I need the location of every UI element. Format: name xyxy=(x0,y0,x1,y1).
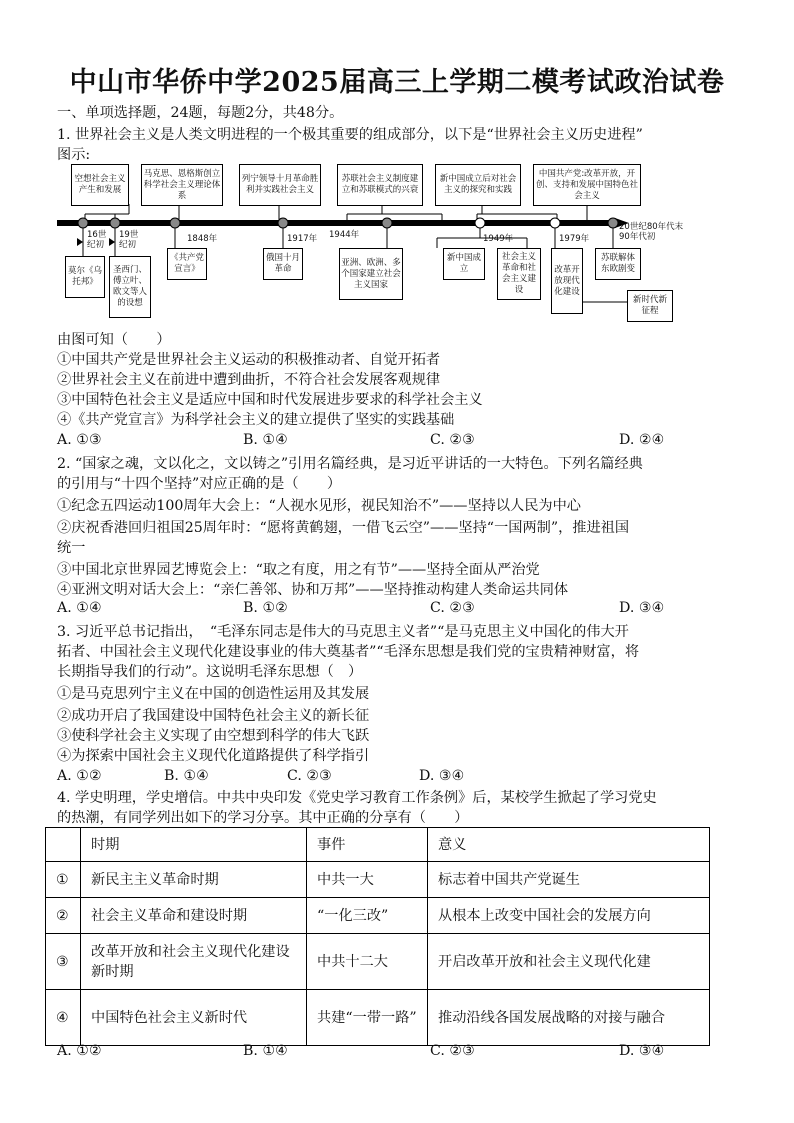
table-cell: 改革开放和社会主义现代化建设新时期 xyxy=(81,934,307,990)
q1-stem-line-1: 1. 世界社会主义是人类文明进程的一个极其重要的组成部分，以下是“世界社会主义历史进程” xyxy=(57,127,643,143)
history-diagram xyxy=(57,162,697,332)
table-cell: 从根本上改变中国社会的发展方向 xyxy=(428,898,710,934)
q2-options xyxy=(57,600,737,620)
page-title: 中山市华侨中学2025届高三上学期二模考试政治试卷 xyxy=(69,67,725,98)
option-d[interactable]: D. ③④ xyxy=(619,1043,665,1059)
table-cell: 开启改革开放和社会主义现代化建 xyxy=(428,934,710,990)
option-b[interactable]: B. ①④ xyxy=(164,768,209,784)
section-heading: 一、单项选择题，24题，每题2分，共48分。 xyxy=(57,105,344,121)
q4-options xyxy=(57,1043,737,1063)
q2-item-2: ②庆祝香港回归祖国25周年时：“愿将黄鹤翅，一借飞云空”——坚持“一国两制”，推进祖国 xyxy=(57,520,630,536)
table-cell: 中共十二大 xyxy=(307,934,428,990)
option-b[interactable]: B. ①④ xyxy=(243,1043,288,1059)
q1-item-1: ①中国共产党是世界社会主义运动的积极推动者、自觉开拓者 xyxy=(57,352,441,368)
top-box-marx-engels: 马克思、恩格斯创立科学社会主义理论体系 xyxy=(141,164,223,206)
bottom-box-manifesto: 《共产党宣言》 xyxy=(167,248,207,280)
q1-prompt: 由图可知（ ） xyxy=(57,332,171,348)
table-row xyxy=(46,898,710,934)
year-label: 1979年 xyxy=(559,234,590,244)
bottom-box-prc-founding: 新中国成立 xyxy=(443,248,485,280)
year-label: 1944年 xyxy=(329,230,360,240)
year-label: 1848年 xyxy=(187,234,218,244)
q3-item-1: ①是马克思列宁主义在中国的创造性运用及其发展 xyxy=(57,686,370,702)
q2-item-2-cont: 统一 xyxy=(57,540,86,556)
bottom-box-new-era: 新时代新征程 xyxy=(627,290,673,322)
top-box-cpc-reform: 中国共产党:改革开放，开创、支持和发展中国特色社会主义 xyxy=(533,164,641,206)
table-header: 时期 xyxy=(81,828,307,862)
bottom-box-socialist-construction: 社会主义革命和社会主义建设 xyxy=(497,248,541,300)
option-d[interactable]: D. ②④ xyxy=(619,432,665,448)
q3-item-4: ④为探索中国社会主义现代化道路提供了科学指引 xyxy=(57,748,370,764)
history-table xyxy=(45,827,710,1046)
year-label: 1949年 xyxy=(483,234,514,244)
table-cell: 社会主义革命和建设时期 xyxy=(81,898,307,934)
table-cell: 标志着中国共产党诞生 xyxy=(428,862,710,898)
q2-item-4: ④亚洲文明对话大会上：“亲仁善邻、协和万邦”——坚持推动构建人类命运共同体 xyxy=(57,582,569,598)
table-row xyxy=(46,934,710,990)
option-a[interactable]: A. ①③ xyxy=(57,432,102,448)
q4-line-2: 的热潮，有同学列出如下的学习分享。其中正确的分享有（ ） xyxy=(57,810,469,826)
option-a[interactable]: A. ①② xyxy=(57,1043,102,1059)
table-cell: 共建“一带一路” xyxy=(307,990,428,1046)
table-cell: 中共一大 xyxy=(307,862,428,898)
option-c[interactable]: C. ②③ xyxy=(430,432,475,448)
table-cell: 中国特色社会主义新时代 xyxy=(81,990,307,1046)
table-cell: ③ xyxy=(46,934,81,990)
table-header xyxy=(46,828,81,862)
q3-options xyxy=(57,768,737,788)
year-label: 1917年 xyxy=(287,234,318,244)
q2-item-3: ③中国北京世界园艺博览会上：“取之有度，用之有节”——坚持全面从严治党 xyxy=(57,562,540,578)
q1-options xyxy=(57,432,737,452)
year-label: 20世纪80年代末90年代初 xyxy=(619,222,684,242)
q2-line-1: 2. “国家之魂，文以化之，文以铸之”引用名篇经典，是习近平讲话的一大特色。下列名篇经典 xyxy=(57,456,643,472)
q1-stem-line-2: 图示: xyxy=(57,147,91,163)
year-label: 19世纪初 xyxy=(119,230,139,250)
option-d[interactable]: D. ③④ xyxy=(419,768,465,784)
q2-item-1: ①纪念五四运动100周年大会上：“人视水见形，视民知治不”——坚持以人民为中心 xyxy=(57,498,581,514)
top-box-utopian: 空想社会主义产生和发展 xyxy=(71,164,129,206)
table-header: 事件 xyxy=(307,828,428,862)
table-cell: “一化三改” xyxy=(307,898,428,934)
bottom-box-october-revolution: 俄国十月革命 xyxy=(263,248,303,280)
option-a[interactable]: A. ①② xyxy=(57,768,102,784)
q1-item-3: ③中国特色社会主义是适应中国和时代发展进步要求的科学社会主义 xyxy=(57,392,483,408)
q3-item-2: ②成功开启了我国建设中国特色社会主义的新长征 xyxy=(57,708,370,724)
table-cell: 推动沿线各国发展战略的对接与融合 xyxy=(428,990,710,1046)
table-header-row xyxy=(46,828,710,862)
q3-line-1: 3. 习近平总书记指出， “毛泽东同志是伟大的马克思主义者”“是马克思主义中国化的伟大开 xyxy=(57,624,629,640)
q2-line-2: 的引用与“十四个坚持”对应正确的是（ ） xyxy=(57,476,342,492)
bottom-box-saint-simon: 圣西门、傅立叶、欧文等人的设想 xyxy=(109,256,151,318)
q1-item-2: ②世界社会主义在前进中遭到曲折，不符合社会发展客观规律 xyxy=(57,372,441,388)
option-d[interactable]: D. ③④ xyxy=(619,600,665,616)
table-cell: ④ xyxy=(46,990,81,1046)
bottom-box-soviet-collapse: 苏联解体东欧剧变 xyxy=(595,248,641,280)
q3-line-2: 拓者、中国社会主义现代化建设事业的伟大奠基者”“毛泽东思想是我们党的宝贵精神财富，将 xyxy=(57,644,640,660)
option-c[interactable]: C. ②③ xyxy=(287,768,332,784)
table-row xyxy=(46,990,710,1046)
option-c[interactable]: C. ②③ xyxy=(430,1043,475,1059)
bottom-box-socialist-states: 亚洲、欧洲、多个国家建立社会主义国家 xyxy=(339,248,403,300)
bottom-box-utopia: 莫尔《乌托邦》 xyxy=(65,256,105,298)
table-cell: ① xyxy=(46,862,81,898)
q4-line-1: 4. 学史明理，学史增信。中共中央印发《党史学习教育工作条例》后，某校学生掀起了学习党史 xyxy=(57,790,657,806)
q3-item-3: ③使科学社会主义实现了由空想到科学的伟大飞跃 xyxy=(57,728,370,744)
option-c[interactable]: C. ②③ xyxy=(430,600,475,616)
option-b[interactable]: B. ①④ xyxy=(243,432,288,448)
table-header: 意义 xyxy=(428,828,710,862)
option-b[interactable]: B. ①② xyxy=(243,600,288,616)
bottom-box-reform-opening: 改革开放现代化建设 xyxy=(551,248,583,314)
table-cell: 新民主主义革命时期 xyxy=(81,862,307,898)
q3-line-3: 长期指导我们的行动”。这说明毛泽东思想（ ） xyxy=(57,664,363,680)
q1-item-4: ④《共产党宣言》为科学社会主义的建立提供了坚实的实践基础 xyxy=(57,412,455,428)
top-box-new-china: 新中国成立后对社会主义的探究和实践 xyxy=(435,164,521,206)
top-box-soviet: 苏联社会主义制度建立和苏联模式的兴衰 xyxy=(337,164,423,206)
table-row xyxy=(46,862,710,898)
timeline-bar xyxy=(57,220,615,226)
year-label: 16世纪初 xyxy=(87,230,107,250)
option-a[interactable]: A. ①④ xyxy=(57,600,102,616)
top-box-lenin: 列宁领导十月革命胜利并实践社会主义 xyxy=(239,164,321,206)
table-cell: ② xyxy=(46,898,81,934)
